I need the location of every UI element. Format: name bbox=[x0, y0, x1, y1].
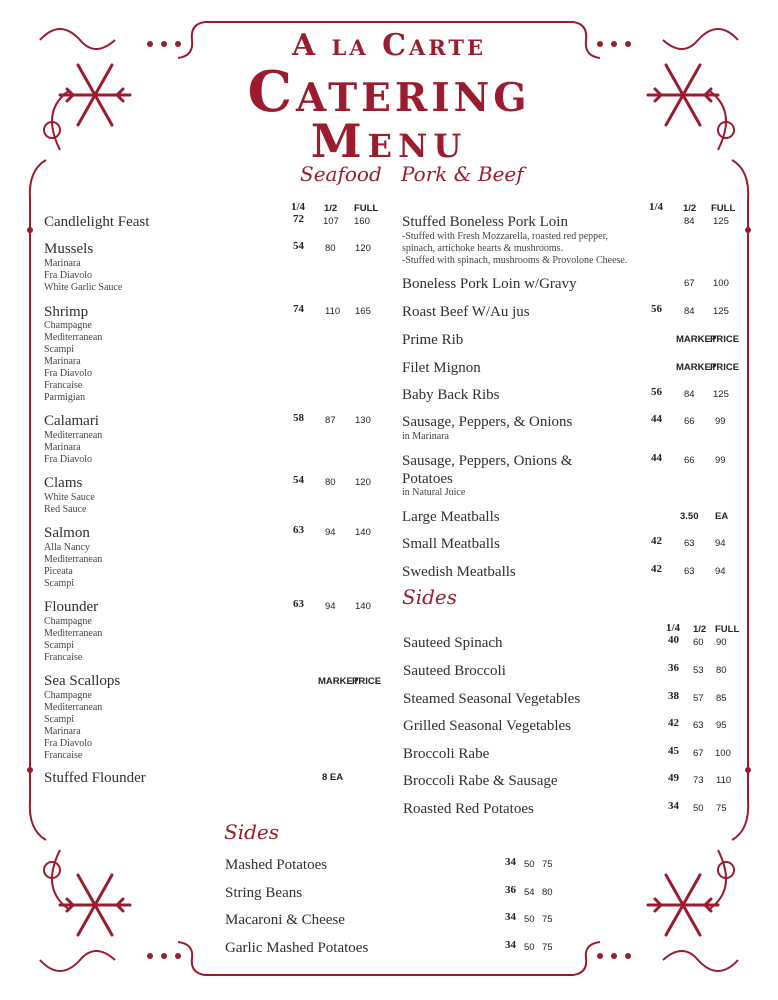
price-half: 50 bbox=[524, 914, 535, 925]
price-quarter: 49 bbox=[668, 772, 679, 784]
price-quarter: 38 bbox=[668, 690, 679, 702]
menu-item-option: Parmigian bbox=[44, 392, 86, 403]
menu-item-name: Shrimp bbox=[44, 304, 89, 320]
price-quarter: 56 bbox=[651, 386, 662, 398]
price-half: 66 bbox=[684, 455, 695, 466]
price-half: 63 bbox=[684, 538, 695, 549]
menu-item-option: in Marinara bbox=[402, 431, 449, 442]
menu-item-name: Sea Scallops bbox=[44, 673, 121, 689]
menu-item-name: Roast Beef W/Au jus bbox=[402, 304, 530, 320]
menu-item-name: String Beans bbox=[225, 885, 303, 901]
title-menu: Menu bbox=[310, 114, 468, 168]
price-half: 80 bbox=[325, 477, 336, 488]
price-full: 165 bbox=[355, 306, 371, 317]
price-half: 94 bbox=[325, 601, 336, 612]
menu-item-option: Scampi bbox=[44, 714, 74, 725]
menu-item-name: Broccoli Rabe & Sausage bbox=[403, 773, 558, 789]
menu-item-option: Marinara bbox=[44, 356, 81, 367]
price-full: 75 bbox=[542, 859, 553, 870]
menu-item-name: Sauteed Broccoli bbox=[403, 663, 506, 679]
price-full: 125 bbox=[713, 216, 729, 227]
menu-item-name: Stuffed Flounder bbox=[44, 770, 146, 786]
menu-item-option: Red Sauce bbox=[44, 504, 87, 515]
title-catering: Catering bbox=[247, 59, 531, 125]
price-full: 75 bbox=[716, 803, 727, 814]
menu-item-option: Fra Diavolo bbox=[44, 368, 93, 379]
price-quarter: 72 bbox=[293, 213, 304, 225]
price-half: 73 bbox=[693, 775, 704, 786]
price-full: 99 bbox=[715, 455, 726, 466]
menu-item-option: White Sauce bbox=[44, 492, 95, 503]
menu-item-name: Mashed Potatoes bbox=[225, 857, 328, 873]
price-half: 60 bbox=[693, 637, 704, 648]
price-full: 125 bbox=[713, 306, 729, 317]
menu-item-option: Mediterranean bbox=[44, 702, 103, 713]
menu-item-option: Marinara bbox=[44, 442, 81, 453]
price-full: 125 bbox=[713, 389, 729, 400]
price-half: 57 bbox=[693, 693, 704, 704]
menu-item-name: Boneless Pork Loin w/Gravy bbox=[402, 276, 577, 292]
price-quarter: 36 bbox=[505, 884, 516, 896]
seafood-col-half: 1/2 bbox=[324, 203, 338, 214]
sides-col-half: 1/2 bbox=[693, 624, 707, 635]
price-full: 75 bbox=[542, 914, 553, 925]
price-half: 50 bbox=[524, 942, 535, 953]
menu-item-option: Mediterranean bbox=[44, 628, 103, 639]
porkbeef-col-quarter: 1/4 bbox=[649, 201, 664, 213]
price-quarter: 34 bbox=[505, 911, 516, 923]
title-a-la-carte: A la Carte bbox=[291, 28, 487, 63]
section-sides-bottom-title: Sides bbox=[224, 820, 279, 844]
price-full: 140 bbox=[355, 527, 371, 538]
price-half: 63 bbox=[684, 566, 695, 577]
seafood-col-full: FULL bbox=[354, 203, 379, 214]
menu-item-option: Champagne bbox=[44, 616, 92, 627]
menu-item-option: Francaise bbox=[44, 750, 83, 761]
menu-item-name: Small Meatballs bbox=[402, 536, 500, 552]
menu-item-name: Swedish Meatballs bbox=[402, 564, 516, 580]
price-quarter: 56 bbox=[651, 303, 662, 315]
price-quarter: 36 bbox=[668, 662, 679, 674]
price-market-label: PRICE bbox=[710, 362, 740, 373]
price-quarter: 44 bbox=[651, 413, 662, 425]
price-half: 84 bbox=[684, 306, 695, 317]
price-quarter: 54 bbox=[293, 474, 304, 486]
price-full: 95 bbox=[716, 720, 727, 731]
sides-col-quarter: 1/4 bbox=[666, 622, 681, 634]
menu-item-option: White Garlic Sauce bbox=[44, 282, 123, 293]
menu-item-name-cont: Potatoes bbox=[402, 471, 453, 487]
menu-item-name: Mussels bbox=[44, 241, 94, 257]
price-each: 8 EA bbox=[322, 772, 344, 783]
price-quarter: 34 bbox=[505, 939, 516, 951]
price-half: 84 bbox=[684, 216, 695, 227]
price-half: 54 bbox=[524, 887, 535, 898]
price-quarter: 42 bbox=[668, 717, 679, 729]
section-porkbeef-label: Pork & Beef bbox=[401, 162, 524, 186]
price-half: 50 bbox=[524, 859, 535, 870]
seafood-col-quarter: 1/4 bbox=[291, 201, 306, 213]
price-full: 100 bbox=[715, 748, 731, 759]
menu-item-name: Prime Rib bbox=[402, 332, 464, 348]
price-market: MARKET bbox=[318, 676, 359, 687]
price-full: 80 bbox=[542, 887, 553, 898]
menu-item-option: Mediterranean bbox=[44, 332, 103, 343]
price-full: 85 bbox=[716, 693, 727, 704]
price-full: 160 bbox=[354, 216, 370, 227]
menu-item-name: Stuffed Boneless Pork Loin bbox=[402, 214, 568, 230]
price-full: 99 bbox=[715, 416, 726, 427]
price-full: 100 bbox=[713, 278, 729, 289]
price-half: 66 bbox=[684, 416, 695, 427]
menu-item-option: Champagne bbox=[44, 690, 92, 701]
price-market: MARKET bbox=[676, 362, 717, 373]
price-quarter: 42 bbox=[651, 563, 662, 575]
menu-item-name: Clams bbox=[44, 475, 83, 491]
menu-item-name: Candlelight Feast bbox=[44, 214, 150, 230]
price-half: 84 bbox=[684, 389, 695, 400]
menu-item-option: in Natural Juice bbox=[402, 487, 466, 498]
price-quarter: 34 bbox=[505, 856, 516, 868]
menu-item-option: Scampi bbox=[44, 344, 74, 355]
menu-item-name: Sausage, Peppers, & Onions bbox=[402, 414, 573, 430]
price-quarter: 74 bbox=[293, 303, 304, 315]
price-full: 110 bbox=[716, 775, 732, 786]
price-full: 140 bbox=[355, 601, 371, 612]
menu-item-option: Alla Nancy bbox=[44, 542, 90, 553]
menu-item-name: Large Meatballs bbox=[402, 509, 500, 525]
menu-item-name: Grilled Seasonal Vegetables bbox=[403, 718, 572, 734]
menu-item-name: Salmon bbox=[44, 525, 90, 541]
price-quarter: 44 bbox=[651, 452, 662, 464]
section-seafood-label: Seafood bbox=[300, 162, 382, 186]
price-quarter: 42 bbox=[651, 535, 662, 547]
porkbeef-col-half: 1/2 bbox=[683, 203, 697, 214]
menu-item-name: Calamari bbox=[44, 413, 99, 429]
price-each-label: EA bbox=[715, 511, 729, 522]
price-full: 130 bbox=[355, 415, 371, 426]
menu-item-name: Sauteed Spinach bbox=[403, 635, 503, 651]
price-market: MARKET bbox=[676, 334, 717, 345]
porkbeef-col-full: FULL bbox=[711, 203, 736, 214]
menu-item-name: Flounder bbox=[44, 599, 99, 615]
price-half: 94 bbox=[325, 527, 336, 538]
menu-item-option: Marinara bbox=[44, 258, 81, 269]
price-half: 53 bbox=[693, 665, 704, 676]
price-half: 110 bbox=[325, 306, 341, 317]
menu-item-name: Roasted Red Potatoes bbox=[403, 801, 534, 817]
snowflake-icon bbox=[60, 65, 718, 935]
menu-item-option: Mediterranean bbox=[44, 430, 103, 441]
menu-item-option: spinach, artichoke hearts & mushrooms. bbox=[402, 243, 564, 254]
menu-item-option: Mediterranean bbox=[44, 554, 103, 565]
menu-item-name: Steamed Seasonal Vegetables bbox=[403, 691, 581, 707]
sides-col-full: FULL bbox=[715, 624, 740, 635]
price-half: 80 bbox=[325, 243, 336, 254]
menu-item-option: Marinara bbox=[44, 726, 81, 737]
price-each-amount: 3.50 bbox=[680, 511, 699, 522]
price-quarter: 54 bbox=[293, 240, 304, 252]
menu-item-name: Broccoli Rabe bbox=[403, 746, 490, 762]
menu-item-option: Scampi bbox=[44, 640, 74, 651]
price-quarter: 58 bbox=[293, 412, 304, 424]
price-full: 120 bbox=[355, 243, 371, 254]
price-half: 107 bbox=[323, 216, 339, 227]
menu-item-option: -Stuffed with Fresh Mozzarella, roasted red pepper, bbox=[402, 231, 609, 242]
price-quarter: 34 bbox=[668, 800, 679, 812]
price-full: 75 bbox=[542, 942, 553, 953]
price-full: 94 bbox=[715, 566, 726, 577]
menu-item-option: Francaise bbox=[44, 380, 83, 391]
price-full: 80 bbox=[716, 665, 727, 676]
menu-item-option: Fra Diavolo bbox=[44, 270, 93, 281]
section-sides-right-title: Sides bbox=[402, 585, 457, 609]
menu-item-option: Scampi bbox=[44, 578, 74, 589]
menu-item-option: Champagne bbox=[44, 320, 92, 331]
price-quarter: 63 bbox=[293, 524, 304, 536]
price-quarter: 45 bbox=[668, 745, 679, 757]
menu-item-name: Macaroni & Cheese bbox=[225, 912, 345, 928]
price-quarter: 40 bbox=[668, 634, 679, 646]
menu-item-option: Piceata bbox=[44, 566, 73, 577]
price-full: 120 bbox=[355, 477, 371, 488]
price-half: 67 bbox=[693, 748, 704, 759]
menu-item-name: Baby Back Ribs bbox=[402, 387, 500, 403]
price-full: 94 bbox=[715, 538, 726, 549]
menu-item-name: Sausage, Peppers, Onions & bbox=[402, 453, 573, 469]
menu-item-option: -Stuffed with spinach, mushrooms & Provolone Cheese. bbox=[402, 255, 628, 266]
menu-item-option: Fra Diavolo bbox=[44, 738, 93, 749]
price-full: 90 bbox=[716, 637, 727, 648]
price-half: 67 bbox=[684, 278, 695, 289]
menu-item-name: Garlic Mashed Potatoes bbox=[225, 940, 369, 956]
price-quarter: 63 bbox=[293, 598, 304, 610]
price-half: 87 bbox=[325, 415, 336, 426]
menu-item-option: Francaise bbox=[44, 652, 83, 663]
price-market-label: PRICE bbox=[710, 334, 740, 345]
price-half: 50 bbox=[693, 803, 704, 814]
price-market-label: PRICE bbox=[352, 676, 382, 687]
menu-item-option: Fra Diavolo bbox=[44, 454, 93, 465]
price-half: 63 bbox=[693, 720, 704, 731]
menu-item-name: Filet Mignon bbox=[402, 360, 481, 376]
